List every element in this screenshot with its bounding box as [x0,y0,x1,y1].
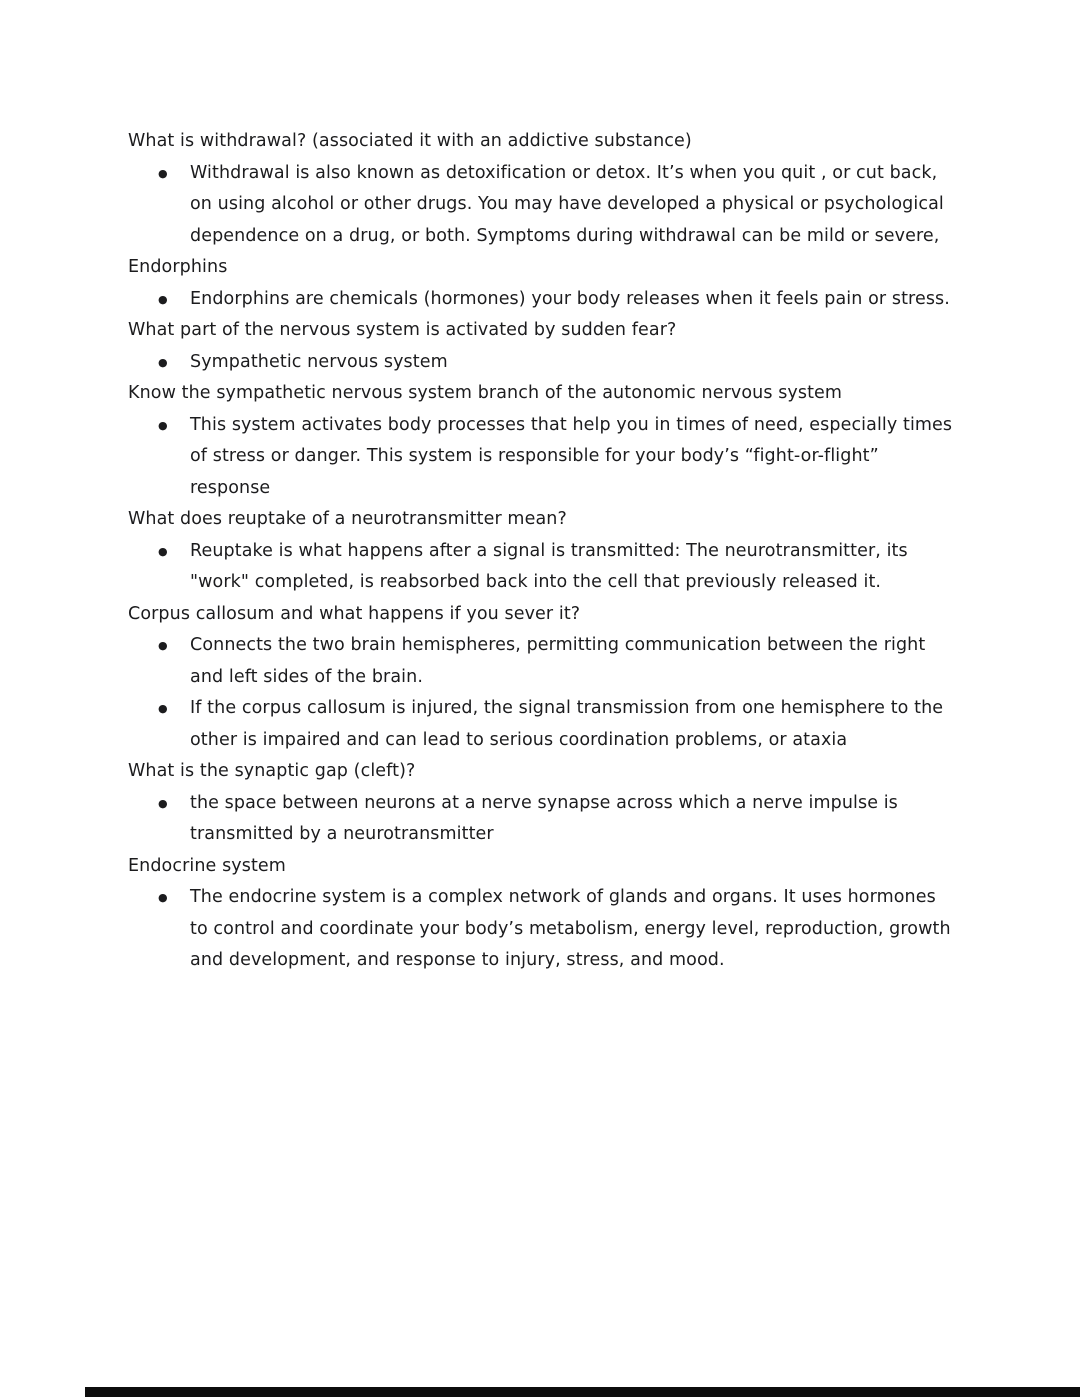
question-heading: Endocrine system [128,855,286,876]
question-heading: What is withdrawal? (associated it with an addictive substance) [128,131,692,151]
question-heading: Endorphins [128,257,228,277]
question-heading: What part of the nervous system is activated by sudden fear? [128,320,677,340]
answer-item: ● Connects the two brain hemispheres, permitting communication between the right and left sides of the brain. [128,630,958,693]
answer-item: ● the space between neurons at a nerve synapse across which a nerve impulse is transmitted by a neurotransmitter [128,788,958,851]
page-gap [85,1387,1080,1397]
answer-item: ● If the corpus callosum is injured, the signal transmission from one hemisphere to the other is impaired and can lead to serious coordination problems, or ataxia [128,693,958,756]
question-heading: What is the synaptic gap (cleft)? [128,761,416,781]
answer-list [128,158,958,253]
answer-item: ● This system activates body processes that help you in times of need, especially times of stress or danger. This system is responsible for your body’s “fight-or-flight” response [128,410,958,505]
answer-list [128,347,958,379]
answer-item: ● Reuptake is what happens after a signal is transmitted: The neurotransmitter, its "work" completed, is reabsorbed back into the cell that previously released it. [128,536,958,599]
answer-list [128,788,958,851]
answer-list [128,284,958,316]
answer-list [128,410,958,505]
answer-item: ● Withdrawal is also known as detoxification or detox. It’s when you quit , or cut back, on using alcohol or other drugs. You may have developed a physical or psychological dependence on a drug, or both. Symptoms during withdrawal can be mild or severe, [128,158,958,253]
document-page [128,126,958,977]
answer-item: ● Endorphins are chemicals (hormones) your body releases when it feels pain or stress. [128,284,958,316]
answer-list [128,630,958,756]
answer-item: ● Sympathetic nervous system [128,347,958,379]
answer-list [128,536,958,599]
question-heading: Know the sympathetic nervous system branch of the autonomic nervous system [128,383,843,403]
question-heading: What does reuptake of a neurotransmitter mean? [128,509,567,529]
question-heading: Corpus callosum and what happens if you sever it? [128,603,581,624]
answer-item: ● The endocrine system is a complex network of glands and organs. It uses hormones to control and coordinate your body’s metabolism, energy level, reproduction, growth and development, and response to injury, stress, and mood. [128,882,958,977]
answer-list [128,882,958,977]
